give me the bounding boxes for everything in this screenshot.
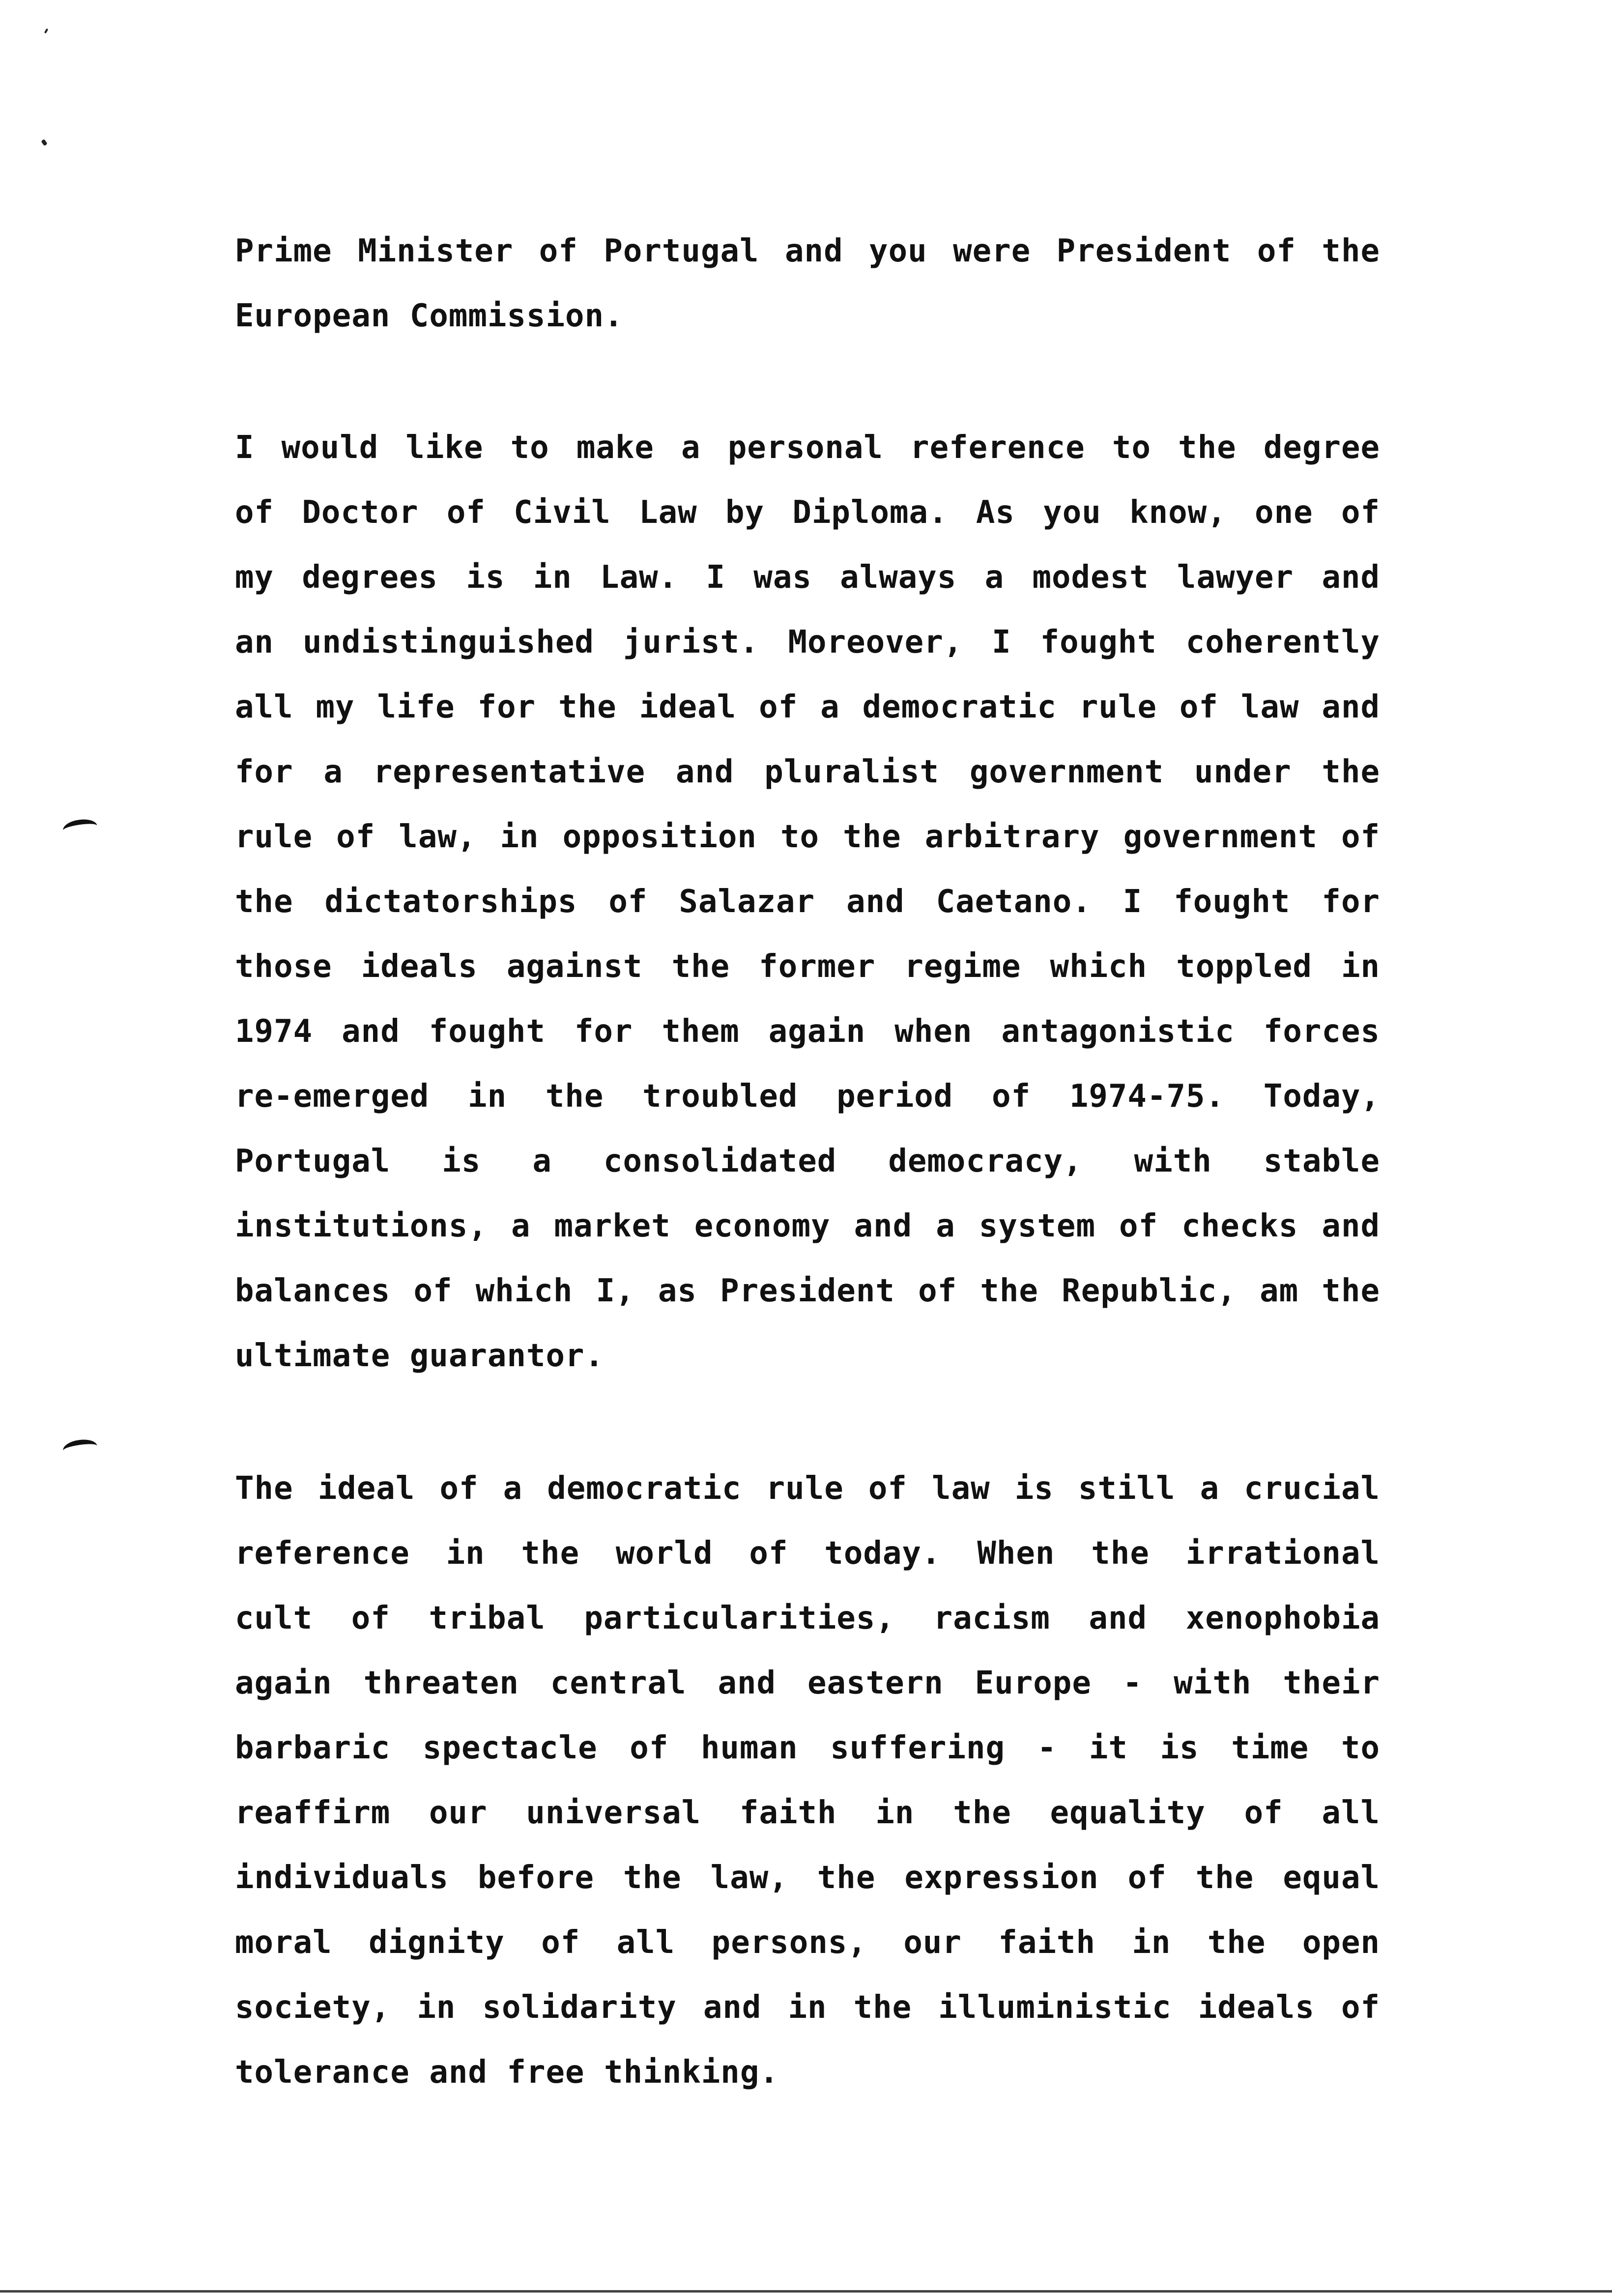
text-line: again threaten central and eastern Europe - with their bbox=[235, 1665, 1380, 1701]
text-line: an undistinguished jurist. Moreover, I fought coherently bbox=[235, 624, 1380, 660]
text-line: rule of law, in opposition to the arbitrary government of bbox=[235, 819, 1380, 855]
text-line: European Commission. bbox=[235, 298, 624, 334]
text-line: those ideals against the former regime which toppled in bbox=[235, 948, 1380, 985]
margin-mark bbox=[62, 1437, 98, 1459]
text-line: Prime Minister of Portugal and you were President of the bbox=[235, 233, 1380, 269]
text-line: reaffirm our universal faith in the equality of all bbox=[235, 1795, 1380, 1831]
text-line: my degrees is in Law. I was always a modest lawyer and bbox=[235, 559, 1380, 596]
text-line: institutions, a market economy and a system of checks and bbox=[235, 1208, 1380, 1244]
text-line: tolerance and free thinking. bbox=[235, 2054, 779, 2091]
text-line: I would like to make a personal reference to the degree bbox=[235, 430, 1380, 466]
text-line: moral dignity of all persons, our faith in the open bbox=[235, 1924, 1380, 1961]
text-line: society, in solidarity and in the illuministic ideals of bbox=[235, 1989, 1380, 2026]
text-line: of Doctor of Civil Law by Diploma. As you know, one of bbox=[235, 494, 1380, 531]
text-line: all my life for the ideal of a democratic rule of law and bbox=[235, 689, 1380, 725]
text-line: re-emerged in the troubled period of 1974-75. Today, bbox=[235, 1078, 1380, 1115]
margin-mark bbox=[62, 817, 98, 838]
text-line: reference in the world of today. When the irrational bbox=[235, 1535, 1380, 1572]
text-line: Portugal is a consolidated democracy, with stable bbox=[235, 1143, 1380, 1179]
text-line: individuals before the law, the expression of the equal bbox=[235, 1860, 1380, 1896]
paragraph-2 bbox=[235, 415, 1380, 1388]
text-line: The ideal of a democratic rule of law is still a crucial bbox=[235, 1470, 1380, 1507]
text-line: 1974 and fought for them again when antagonistic forces bbox=[235, 1013, 1380, 1050]
text-line: cult of tribal particularities, racism and xenophobia bbox=[235, 1600, 1380, 1636]
paragraph-1 bbox=[235, 219, 1380, 348]
text-line: barbaric spectacle of human suffering - it is time to bbox=[235, 1730, 1380, 1766]
text-line: ultimate guarantor. bbox=[235, 1338, 604, 1374]
text-line: the dictatorships of Salazar and Caetano. I fought for bbox=[235, 884, 1380, 920]
scan-speck bbox=[41, 139, 47, 146]
bottom-edge-line bbox=[0, 2290, 1612, 2293]
text-line: for a representative and pluralist government under the bbox=[235, 754, 1380, 790]
scan-speck bbox=[44, 29, 48, 34]
paragraph-3 bbox=[235, 1456, 1380, 2105]
text-line: balances of which I, as President of the Republic, am the bbox=[235, 1273, 1380, 1309]
